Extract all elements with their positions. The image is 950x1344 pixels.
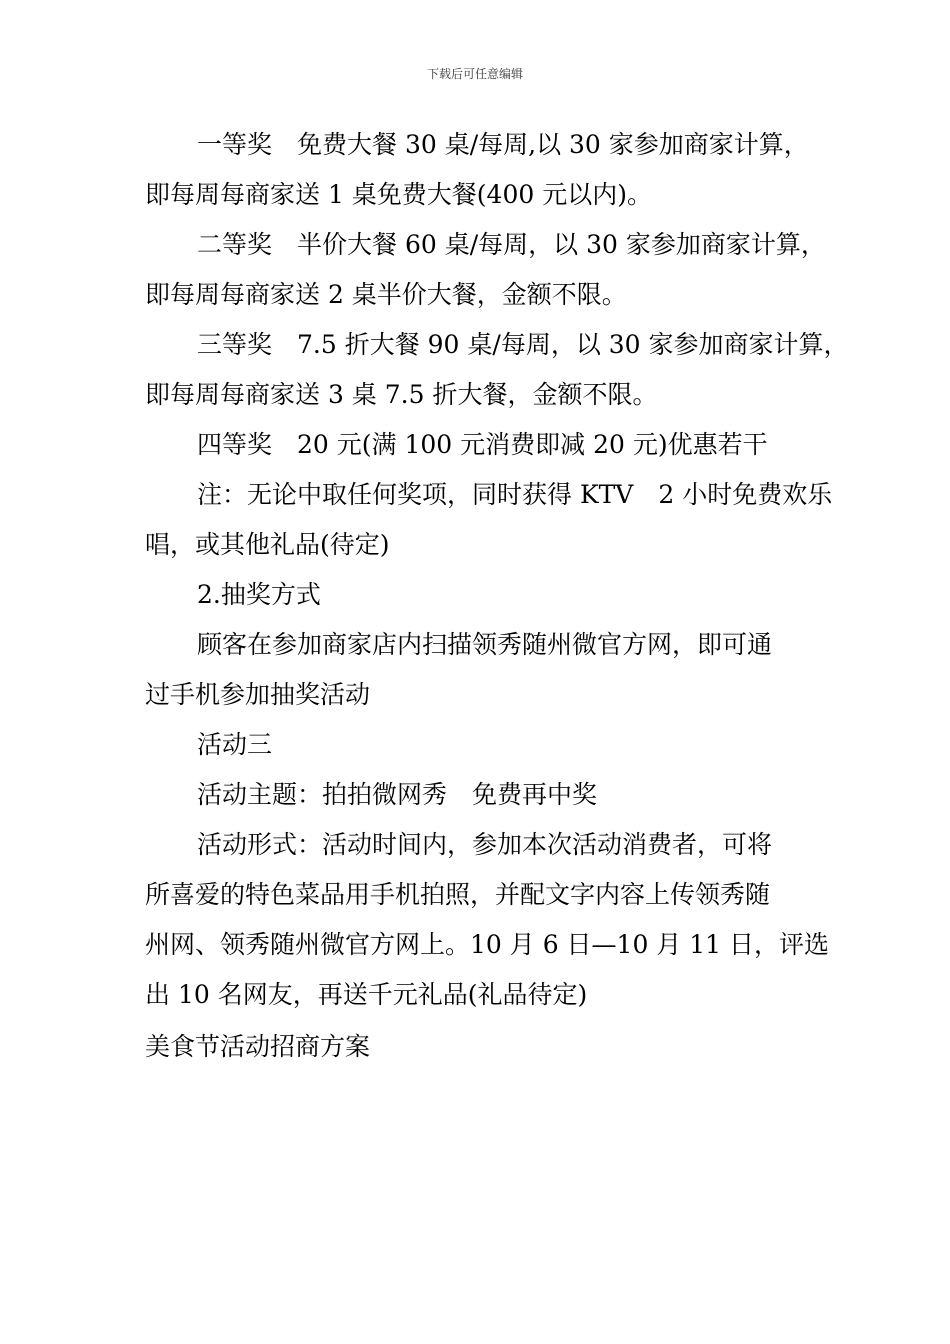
section-heading: 2.抽奖方式 <box>197 580 321 609</box>
paragraph-line: 三等奖 7.5 折大餐 90 桌/每周，以 30 家参加商家计算， <box>197 330 849 359</box>
paragraph-line: 活动形式：活动时间内，参加本次活动消费者，可将 <box>197 830 773 859</box>
paragraph-line: 即每周每商家送 2 桌半价大餐，金额不限。 <box>145 280 627 309</box>
paragraph-line: 唱，或其他礼品(待定) <box>145 530 390 559</box>
paragraph-line: 二等奖 半价大餐 60 桌/每周，以 30 家参加商家计算， <box>197 230 826 259</box>
paragraph-line: 即每周每商家送 1 桌免费大餐(400 元以内)。 <box>145 180 652 209</box>
paragraph-line: 出 10 名网友，再送千元礼品(礼品待定) <box>145 980 588 1009</box>
section-heading: 活动三 <box>197 730 273 759</box>
paragraph-line: 一等奖 免费大餐 30 桌/每周,以 30 家参加商家计算， <box>197 130 809 159</box>
paragraph-line: 四等奖 20 元(满 100 元消费即减 20 元)优惠若干 <box>197 430 768 459</box>
document-title: 美食节活动招商方案 <box>145 1032 371 1061</box>
paragraph-line: 顾客在参加商家店内扫描领秀随州微官方网，即可通 <box>197 630 773 659</box>
paragraph-line: 所喜爱的特色菜品用手机拍照，并配文字内容上传领秀随 <box>145 880 771 909</box>
paragraph-line: 活动主题：拍拍微网秀 免费再中奖 <box>197 780 598 809</box>
paragraph-line: 即每周每商家送 3 桌 7.5 折大餐，金额不限。 <box>145 380 658 409</box>
paragraph-line: 过手机参加抽奖活动 <box>145 680 371 709</box>
paragraph-line: 州网、领秀随州微官方网上。10 月 6 日—10 月 11 日，评选 <box>145 930 830 959</box>
document-body <box>145 126 849 1078</box>
page-header-note: 下载后可任意编辑 <box>426 67 523 81</box>
paragraph-line: 注：无论中取任何奖项，同时获得 KTV 2 小时免费欢乐 <box>197 480 833 509</box>
